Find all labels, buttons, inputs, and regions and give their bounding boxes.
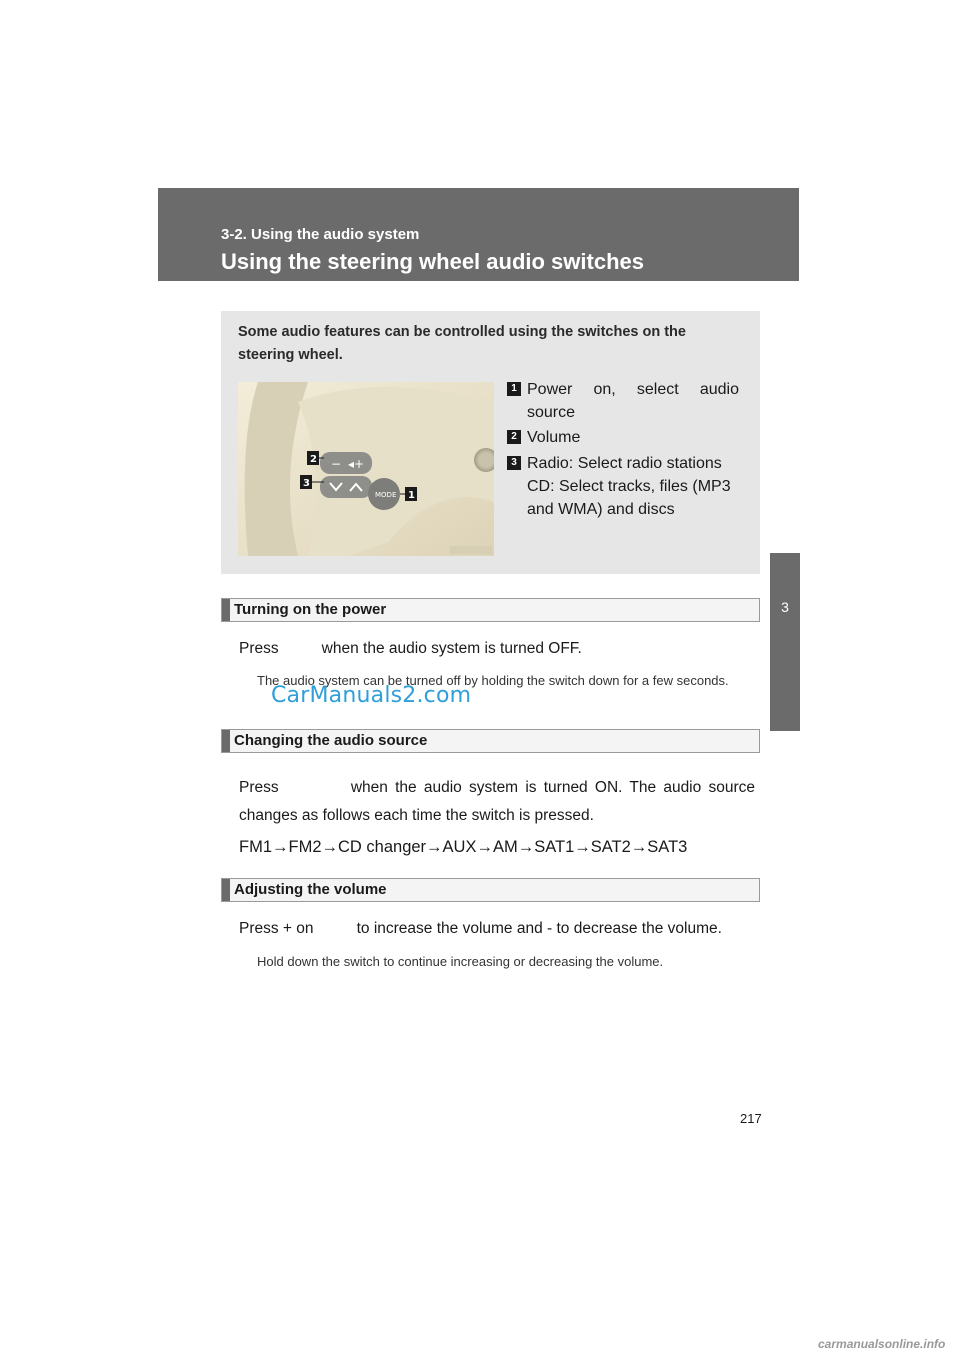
legend-text: Volume	[527, 429, 581, 446]
subhead-volume	[221, 878, 760, 902]
callout-number: 2	[310, 454, 317, 465]
subhead-bar	[222, 730, 230, 752]
callout-number: 1	[408, 490, 415, 501]
power-body: Press when the audio system is turned OFF.	[239, 640, 582, 657]
subhead-text: Adjusting the volume	[234, 881, 387, 898]
legend-text	[527, 378, 739, 424]
volume-note: Hold down the switch to continue increasing or decreasing the volume.	[257, 954, 664, 969]
volume-switch	[320, 452, 372, 474]
legend-text: CD: Select tracks, files (MP3 and WMA) and discs	[527, 478, 731, 518]
subhead-text: Changing the audio source	[234, 732, 428, 749]
volume-minus-glyph: −	[331, 457, 342, 471]
legend-badge: 2	[507, 430, 521, 444]
section-label: 3-2. Using the audio system	[221, 226, 420, 243]
subhead-bar	[222, 879, 230, 901]
legend-text: Radio: Select radio stations	[527, 455, 722, 472]
legend-item	[507, 452, 739, 521]
callout-number: 3	[303, 478, 310, 489]
subhead-power	[221, 598, 760, 622]
legend-item	[507, 378, 739, 424]
subhead-bar	[222, 599, 230, 621]
figure-code	[450, 546, 492, 554]
mode-button-label: MODE	[375, 491, 397, 499]
legend-badge: 3	[507, 456, 521, 470]
volume-body: Press + on to increase the volume and - to decrease the volume.	[239, 920, 722, 937]
legend-item	[507, 426, 739, 449]
source-sequence: FM1→FM2→CD changer→AUX→AM→SAT1→SAT2→SAT3	[239, 838, 688, 856]
intro-text: Some audio features can be controlled using the switches on the steering wheel.	[238, 324, 686, 363]
watermark: CarManuals2.com	[271, 683, 472, 708]
volume-plus-glyph: ◂+	[348, 457, 365, 471]
legend-badge: 1	[507, 382, 521, 396]
subhead-text: Turning on the power	[234, 601, 387, 618]
page-title: Using the steering wheel audio switches	[221, 249, 644, 274]
source-body: Press when the audio system is turned ON. The audio source changes as follows each time the switch is pressed.	[239, 779, 760, 824]
seek-switch	[320, 476, 372, 498]
legend-text-value: Power on, select audio source	[527, 381, 739, 421]
chapter-label: Interior features	[784, 632, 798, 717]
power-note: The audio system can be turned off by holding the switch down for a few seconds.	[257, 673, 729, 688]
chapter-number: 3	[781, 599, 789, 615]
subhead-source	[221, 729, 760, 753]
page-number: 217	[740, 1111, 762, 1126]
steering-wheel-figure	[238, 382, 494, 556]
footer-url: carmanualsonline.info	[818, 1337, 946, 1351]
